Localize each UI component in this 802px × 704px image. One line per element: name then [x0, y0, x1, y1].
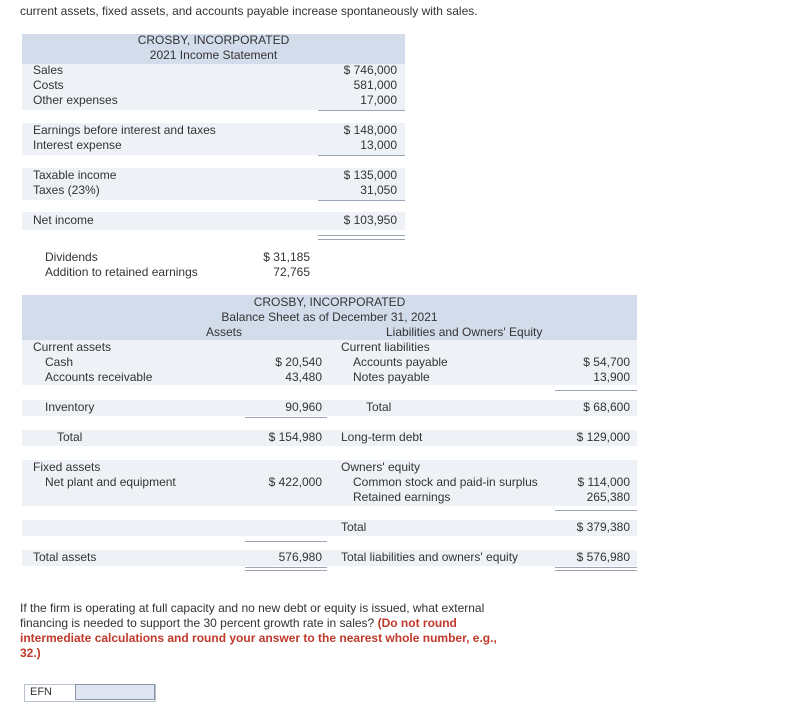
assets-header: Assets	[206, 325, 243, 339]
notes-payable-label: Notes payable	[353, 370, 430, 384]
total-liab-equity-value: $ 576,980	[576, 550, 630, 564]
long-term-debt-label: Long-term debt	[341, 430, 423, 444]
long-term-debt-value: $ 129,000	[576, 430, 630, 444]
receivables-label: Accounts receivable	[45, 370, 153, 384]
total-equity-label: Total	[341, 520, 367, 534]
cash-label: Cash	[45, 355, 74, 369]
other-expenses-value: 17,000	[360, 93, 397, 107]
net-income-label: Net income	[33, 213, 94, 227]
total-current-liabilities-label: Total	[366, 400, 392, 414]
question-line-1: If the firm is operating at full capacity and no new debt or equity is issued, what external	[20, 601, 485, 615]
dividends-label: Dividends	[45, 250, 98, 264]
total-equity-value: $ 379,380	[576, 520, 630, 534]
total-current-assets-label: Total	[57, 430, 83, 444]
total-liab-equity-label: Total liabilities and owners' equity	[341, 550, 519, 564]
sales-value: $ 746,000	[343, 63, 397, 77]
total-assets-label: Total assets	[33, 550, 97, 564]
income-company: CROSBY, INCORPORATED	[137, 33, 290, 47]
notes-payable-value: 13,900	[593, 370, 630, 384]
taxes-value: 31,050	[360, 183, 397, 197]
sales-label: Sales	[33, 63, 64, 77]
taxable-income-value: $ 135,000	[343, 168, 397, 182]
intro-text: current assets, fixed assets, and accounts payable increase spontaneously with sales.	[20, 4, 478, 18]
net-income-value: $ 103,950	[343, 213, 397, 227]
interest-label: Interest expense	[33, 138, 122, 152]
costs-value: 581,000	[353, 78, 397, 92]
accounts-payable-label: Accounts payable	[353, 355, 448, 369]
ebit-value: $ 148,000	[343, 123, 397, 137]
question-line-2-text: financing is needed to support the 30 percent growth rate in sales?	[20, 616, 375, 630]
retained-label: Addition to retained earnings	[45, 265, 198, 279]
question-instruction-end: 32.)	[20, 646, 41, 660]
liabilities-header: Liabilities and Owners' Equity	[386, 325, 543, 339]
costs-label: Costs	[33, 78, 64, 92]
balance-company: CROSBY, INCORPORATED	[253, 295, 406, 309]
income-title: 2021 Income Statement	[149, 48, 278, 62]
inventory-value: 90,960	[285, 400, 322, 414]
dividends-value: $ 31,185	[263, 250, 310, 264]
inventory-label: Inventory	[45, 400, 95, 414]
retained-earnings-value: 265,380	[586, 490, 630, 504]
balance-title: Balance Sheet as of December 31, 2021	[221, 310, 438, 324]
total-current-liabilities-value: $ 68,600	[583, 400, 630, 414]
total-current-assets-value: $ 154,980	[268, 430, 322, 444]
current-liabilities-label: Current liabilities	[341, 340, 430, 354]
interest-value: 13,000	[360, 138, 397, 152]
ebit-label: Earnings before interest and taxes	[33, 123, 216, 137]
taxable-income-label: Taxable income	[33, 168, 117, 182]
accounts-payable-value: $ 54,700	[583, 355, 630, 369]
retained-earnings-label: Retained earnings	[353, 490, 451, 504]
common-stock-value: $ 114,000	[577, 475, 630, 489]
retained-value: 72,765	[273, 265, 310, 279]
receivables-value: 43,480	[285, 370, 322, 384]
net-plant-value: $ 422,000	[268, 475, 322, 489]
question-line-2	[20, 616, 457, 631]
fixed-assets-label: Fixed assets	[33, 460, 101, 474]
current-assets-label: Current assets	[33, 340, 112, 354]
cash-value: $ 20,540	[275, 355, 322, 369]
taxes-label: Taxes (23%)	[33, 183, 100, 197]
question-instruction: intermediate calculations and round your answer to the nearest whole number, e.g.,	[20, 631, 497, 645]
efn-label: EFN	[30, 686, 52, 698]
owners-equity-label: Owners' equity	[341, 460, 420, 474]
efn-input[interactable]	[75, 684, 155, 700]
common-stock-label: Common stock and paid-in surplus	[353, 475, 538, 489]
net-plant-label: Net plant and equipment	[45, 475, 176, 489]
other-expenses-label: Other expenses	[33, 93, 118, 107]
total-assets-value: 576,980	[278, 550, 322, 564]
question-instruction-start: (Do not round	[377, 616, 457, 630]
